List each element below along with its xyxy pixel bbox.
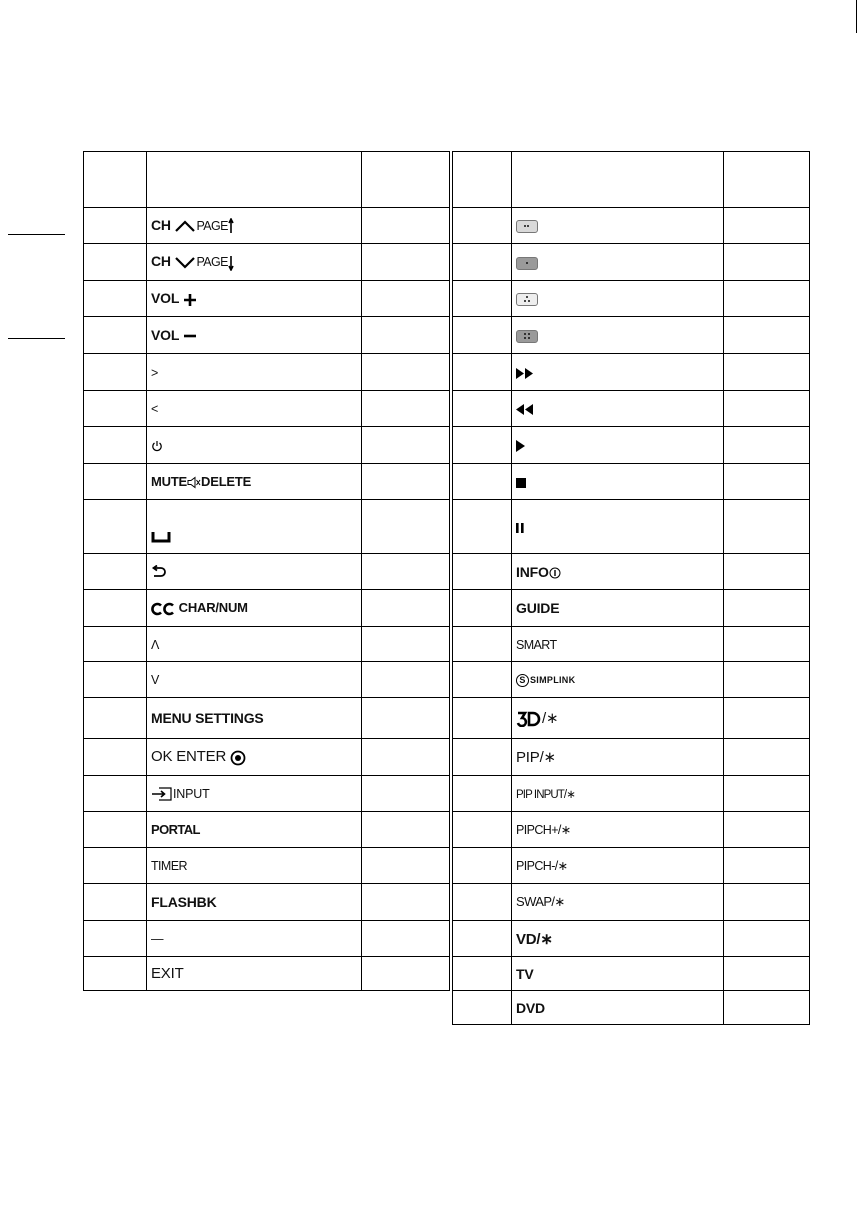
key-cell: CH PAGE bbox=[147, 244, 362, 281]
key-label: FLASHBK bbox=[151, 894, 217, 910]
rewind-icon bbox=[516, 404, 534, 415]
table-row bbox=[453, 991, 810, 1025]
table-row bbox=[453, 500, 810, 554]
key-label: INFO bbox=[516, 563, 549, 580]
key-cell bbox=[147, 812, 362, 848]
header-cell bbox=[453, 152, 512, 208]
table-row bbox=[84, 464, 450, 500]
key-cell bbox=[147, 427, 362, 464]
right-key-table bbox=[452, 151, 810, 1025]
key-label: TV bbox=[516, 965, 534, 982]
side-rule-top bbox=[8, 234, 65, 235]
table-row bbox=[453, 391, 810, 427]
table-row bbox=[84, 957, 450, 991]
simplink-logo: S SIMPLINK bbox=[516, 674, 575, 687]
key-label: VD/∗ bbox=[516, 930, 553, 948]
header-cell bbox=[512, 152, 724, 208]
table-row bbox=[453, 464, 810, 500]
table-row bbox=[453, 281, 810, 317]
table-row bbox=[453, 957, 810, 991]
table-header-row bbox=[84, 152, 450, 208]
table-row bbox=[84, 317, 450, 354]
key-cell bbox=[147, 464, 362, 500]
key-label: VOL bbox=[151, 326, 180, 343]
key-cell bbox=[512, 957, 724, 991]
table-row bbox=[453, 812, 810, 848]
table-row bbox=[84, 554, 450, 590]
table-row bbox=[453, 698, 810, 739]
key-label: GUIDE bbox=[516, 600, 560, 616]
page-edge-mark bbox=[856, 0, 857, 33]
key-cell bbox=[147, 848, 362, 884]
table-row bbox=[453, 739, 810, 776]
key-cell bbox=[512, 991, 724, 1025]
table-row bbox=[453, 662, 810, 698]
cc-icon bbox=[151, 602, 175, 616]
key-cell bbox=[147, 391, 362, 427]
key-label: OK ENTER bbox=[151, 748, 227, 766]
key-label: Λ bbox=[151, 637, 160, 652]
key-label: PIP INPUT/∗ bbox=[516, 789, 575, 801]
key-cell bbox=[512, 281, 724, 317]
table-row bbox=[84, 208, 450, 244]
table-row bbox=[84, 921, 450, 957]
key-label: SWAP/∗ bbox=[516, 894, 565, 909]
key-cell: CH PAGE bbox=[147, 208, 362, 244]
input-icon bbox=[151, 787, 173, 801]
key-cell bbox=[512, 590, 724, 627]
table-row bbox=[453, 244, 810, 281]
table-row bbox=[84, 500, 450, 554]
key-label: PAGE bbox=[196, 255, 228, 270]
key-cell bbox=[147, 500, 362, 554]
power-icon bbox=[151, 440, 163, 452]
key-cell bbox=[512, 884, 724, 921]
key-cell bbox=[512, 627, 724, 662]
back-arrow-icon bbox=[151, 565, 167, 579]
table-row bbox=[84, 884, 450, 921]
key-label: INPUT bbox=[173, 786, 210, 801]
table-row bbox=[453, 776, 810, 812]
table-row bbox=[453, 554, 810, 590]
space-bar-icon bbox=[151, 531, 171, 543]
play-icon bbox=[516, 440, 526, 452]
table-row bbox=[84, 812, 450, 848]
key-cell bbox=[512, 317, 724, 354]
page-down-arrow-icon bbox=[228, 255, 234, 271]
table-row bbox=[84, 698, 450, 739]
table-row bbox=[84, 776, 450, 812]
table-row bbox=[453, 627, 810, 662]
key-cell bbox=[512, 464, 724, 500]
key-label: PAGE bbox=[196, 218, 228, 233]
table-row bbox=[453, 590, 810, 627]
fast-forward-icon bbox=[516, 368, 534, 379]
key-cell bbox=[512, 848, 724, 884]
chevron-down-icon bbox=[174, 257, 196, 269]
key-label: EXIT bbox=[151, 965, 184, 982]
key-cell bbox=[512, 812, 724, 848]
simplink-label: SIMPLINK bbox=[530, 675, 576, 686]
key-cell bbox=[512, 739, 724, 776]
table-row bbox=[453, 848, 810, 884]
key-cell bbox=[147, 957, 362, 991]
key-label: VOL bbox=[151, 290, 180, 307]
table-row bbox=[84, 590, 450, 627]
table-row bbox=[84, 662, 450, 698]
header-cell bbox=[84, 152, 147, 208]
key-cell bbox=[512, 776, 724, 812]
header-cell bbox=[362, 152, 450, 208]
key-label: PIPCH-/∗ bbox=[516, 859, 568, 873]
side-rule-bottom bbox=[8, 338, 65, 339]
table-row bbox=[84, 244, 450, 281]
table-row bbox=[84, 627, 450, 662]
key-label: /∗ bbox=[542, 709, 559, 727]
key-cell bbox=[512, 662, 724, 698]
key-cell bbox=[512, 554, 724, 590]
key-cell bbox=[512, 244, 724, 281]
key-label: DVD bbox=[516, 999, 545, 1016]
page-up-arrow-icon bbox=[228, 218, 234, 234]
key-label: PORTAL bbox=[151, 822, 200, 837]
key-cell bbox=[512, 391, 724, 427]
table-row bbox=[84, 848, 450, 884]
key-label: SMART bbox=[516, 637, 557, 652]
key-label: V bbox=[151, 673, 160, 687]
key-cell bbox=[147, 776, 362, 812]
key-label-secondary: DELETE bbox=[201, 473, 252, 489]
table-row bbox=[453, 354, 810, 391]
key-cell bbox=[147, 698, 362, 739]
key-cell bbox=[147, 739, 362, 776]
key-cell bbox=[147, 921, 362, 957]
table-row bbox=[453, 427, 810, 464]
key-cell bbox=[512, 208, 724, 244]
table-row bbox=[84, 281, 450, 317]
key-label: TIMER bbox=[151, 859, 187, 873]
key-cell bbox=[147, 554, 362, 590]
3d-icon bbox=[516, 711, 542, 727]
header-cell bbox=[724, 152, 810, 208]
table-row bbox=[453, 921, 810, 957]
key-label: < bbox=[151, 402, 159, 416]
yellow-button-icon bbox=[516, 293, 538, 306]
table-header-row bbox=[453, 152, 810, 208]
table-row bbox=[453, 208, 810, 244]
left-key-table bbox=[83, 151, 450, 991]
header-cell bbox=[147, 152, 362, 208]
table-row bbox=[84, 391, 450, 427]
key-cell bbox=[147, 281, 362, 317]
red-button-icon bbox=[516, 220, 538, 233]
key-label: CHAR/NUM bbox=[178, 600, 248, 616]
stop-icon bbox=[516, 478, 526, 488]
minus-icon bbox=[183, 329, 197, 343]
pause-icon bbox=[516, 523, 524, 533]
key-label: MENU SETTINGS bbox=[151, 710, 264, 726]
table-row bbox=[84, 427, 450, 464]
key-cell bbox=[512, 354, 724, 391]
key-label: > bbox=[151, 365, 159, 380]
key-cell bbox=[512, 921, 724, 957]
key-cell bbox=[147, 884, 362, 921]
plus-icon bbox=[183, 293, 197, 307]
key-label: PIP/∗ bbox=[516, 749, 556, 766]
table-row bbox=[453, 884, 810, 921]
key-cell bbox=[147, 354, 362, 391]
key-label: — bbox=[151, 932, 164, 946]
key-cell bbox=[147, 590, 362, 627]
key-cell bbox=[512, 500, 724, 554]
key-cell bbox=[512, 427, 724, 464]
chevron-up-icon bbox=[174, 220, 196, 232]
key-cell bbox=[512, 698, 724, 739]
table-row bbox=[84, 739, 450, 776]
table-row bbox=[453, 317, 810, 354]
key-label: MUTE bbox=[151, 473, 188, 489]
table-row bbox=[84, 354, 450, 391]
mute-speaker-icon bbox=[187, 476, 201, 489]
key-cell bbox=[147, 627, 362, 662]
green-button-icon bbox=[516, 257, 538, 270]
key-cell bbox=[147, 317, 362, 354]
key-label: PIPCH+/∗ bbox=[516, 823, 571, 837]
blue-button-icon bbox=[516, 330, 538, 343]
ok-circle-icon bbox=[230, 750, 246, 766]
info-circle-icon bbox=[549, 567, 561, 579]
key-cell bbox=[147, 662, 362, 698]
